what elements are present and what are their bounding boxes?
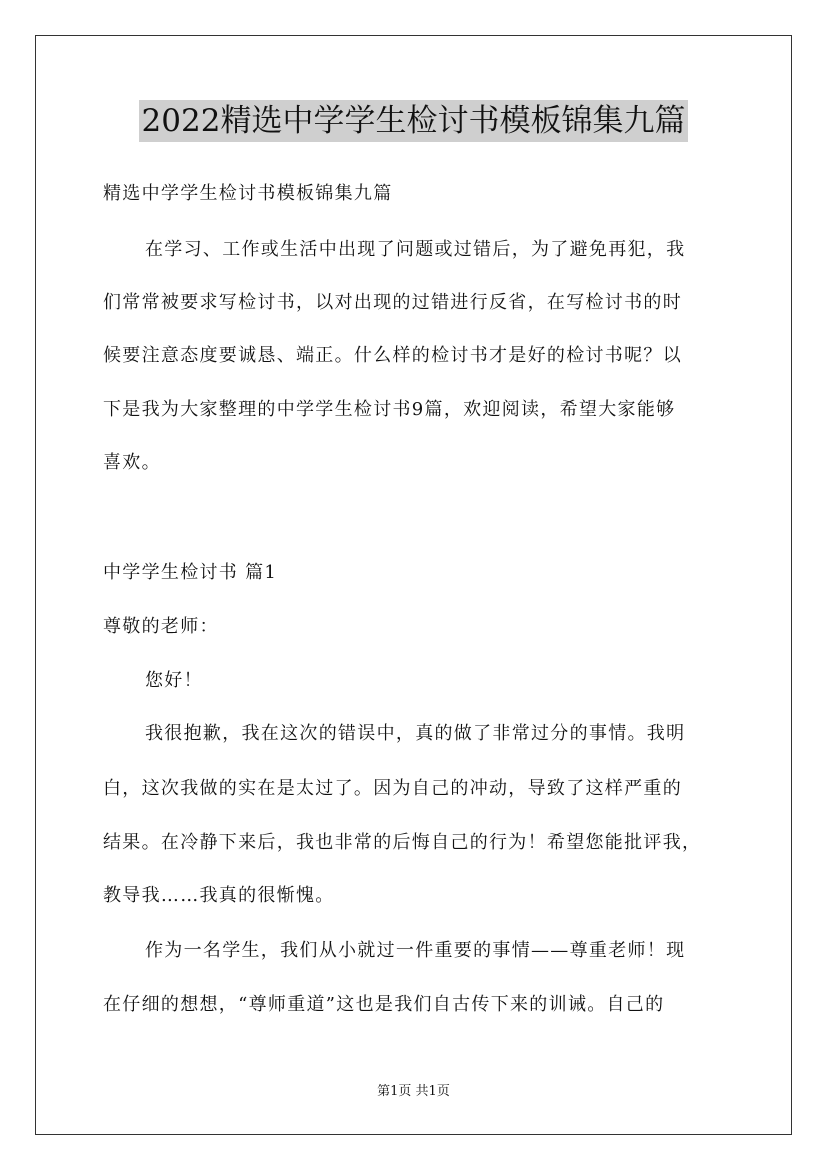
text-line: 作为一名学生，我们从小就过一件重要的事情——尊重老师！现 — [145, 940, 686, 961]
text-line: 在学习、工作或生活中出现了问题或过错后，为了避免再犯，我 — [145, 239, 686, 260]
subtitle-line: 精选中学学生检讨书模板锦集九篇 — [103, 183, 393, 204]
text-line: 结果。在冷静下来后，我也非常的后悔自己的行为！希望您能批评我， — [103, 832, 702, 853]
page-footer: 第1页 共1页 — [377, 1084, 450, 1099]
title-container — [0, 100, 827, 142]
greeting: 您好！ — [145, 670, 203, 691]
text-line: 喜欢。 — [103, 452, 161, 473]
text-line: 们常常被要求写检讨书，以对出现的过错进行反省，在写检讨书的时 — [103, 292, 682, 313]
text-line: 我很抱歉，我在这次的错误中，真的做了非常过分的事情。我明 — [145, 723, 686, 744]
salutation: 尊敬的老师： — [103, 616, 219, 637]
text-line: 白，这次我做的实在是太过了。因为自己的冲动，导致了这样严重的 — [103, 778, 682, 799]
text-line: 下是我为大家整理的中学学生检讨书9篇，欢迎阅读，希望大家能够 — [103, 399, 676, 420]
section-heading: 中学学生检讨书 篇1 — [103, 562, 278, 583]
text-line: 候要注意态度要诚恳、端正。什么样的检讨书才是好的检讨书呢？以 — [103, 345, 682, 366]
text-line: 在仔细的想想，“尊师重道”这也是我们自古传下来的训诫。自己的 — [103, 994, 665, 1015]
document-title: 2022精选中学学生检讨书模板锦集九篇 — [139, 100, 689, 142]
text-line: 教导我……我真的很惭愧。 — [103, 885, 335, 906]
